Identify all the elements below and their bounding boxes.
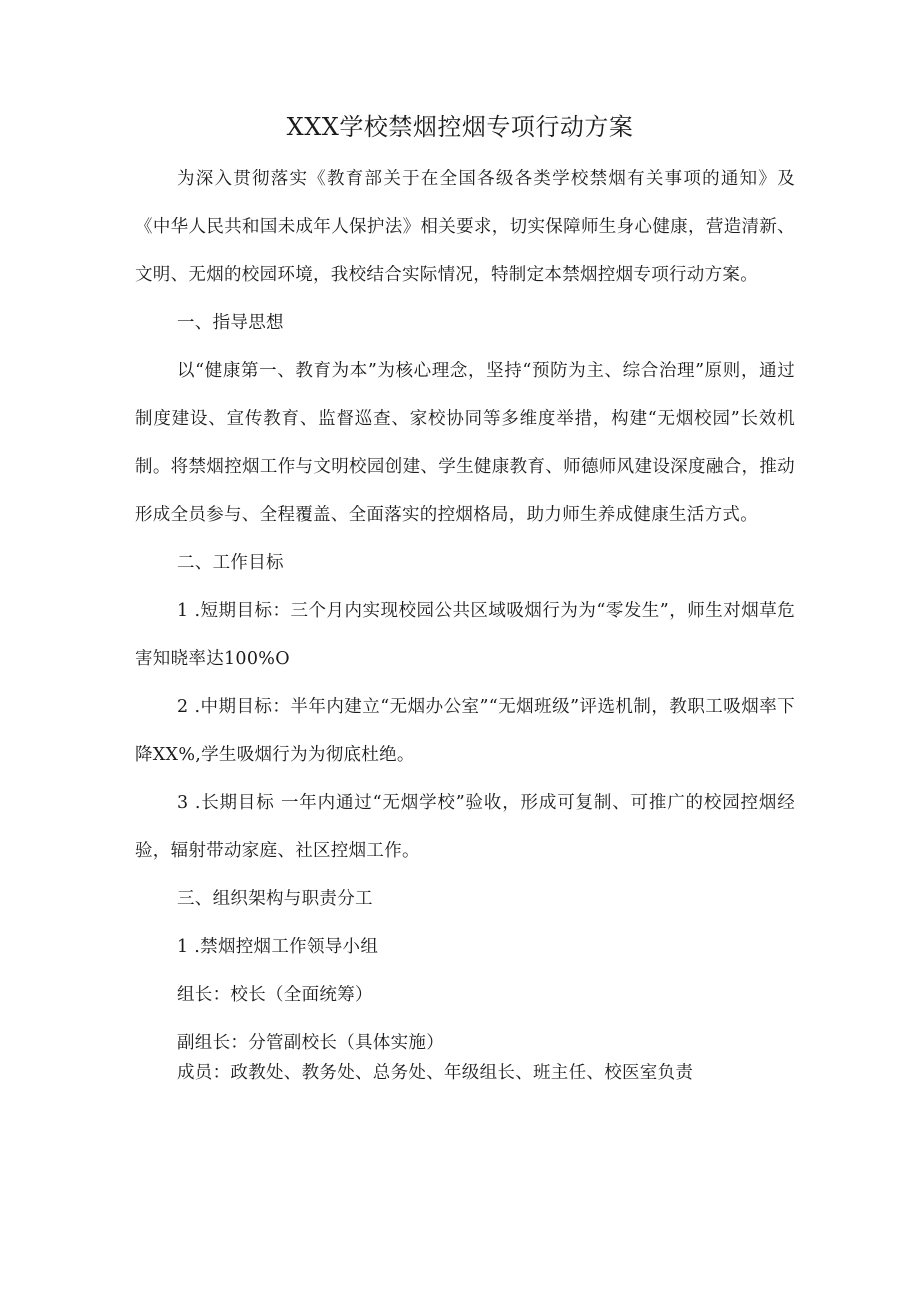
members-line: 成员：政教处、教务处、总务处、年级组长、班主任、校医室负责 — [177, 1063, 694, 1083]
subsection-leading-group: 1 .禁烟控烟工作领导小组 — [177, 937, 379, 957]
goal-mid-term: 2 .中期目标：半年内建立“无烟办公室”“无烟班级”评选机制，教职工吸烟率下降XX%,学生吸烟行为为彻底杜绝。 — [135, 697, 795, 765]
goal-long-term: 3 .长期目标 一年内通过“无烟学校”验收，形成可复制、可推广的校园控烟经验，辐射带动家庭、社区控烟工作。 — [135, 793, 795, 861]
section-heading-organization: 三、组织架构与职责分工 — [177, 889, 373, 909]
deputy-leader-line: 副组长：分管副校长（具体实施） — [177, 1033, 444, 1053]
document-title: XXX学校禁烟控烟专项行动方案 — [286, 113, 634, 141]
guiding-ideology-paragraph: 以“健康第一、教育为本”为核心理念，坚持“预防为主、综合治理”原则，通过制度建设、宣传教育、监督巡查、家校协同等多维度举措，构建“无烟校园”长效机制。将禁烟控烟工作与文明校园创建、学生健康教育、师德师风建设深度融合，推动形成全员参与、全程覆盖、全面落实的控烟格局，助力师生养成健康生活方式。 — [135, 361, 795, 525]
leader-line: 组长：校长（全面统筹） — [177, 985, 373, 1005]
document-body — [135, 155, 795, 1087]
section-heading-guiding-ideology: 一、指导思想 — [177, 313, 284, 333]
intro-paragraph: 为深入贯彻落实《教育部关于在全国各级各类学校禁烟有关事项的通知》及《中华人民共和国未成年人保护法》相关要求，切实保障师生身心健康，营造清新、文明、无烟的校园环境，我校结合实际情况，特制定本禁烟控烟专项行动方案。 — [135, 169, 795, 285]
section-heading-work-goals: 二、工作目标 — [177, 553, 284, 573]
goal-short-term: 1 .短期目标：三个月内实现校园公共区域吸烟行为为“零发生”，师生对烟草危害知晓率达100%O — [135, 601, 795, 669]
